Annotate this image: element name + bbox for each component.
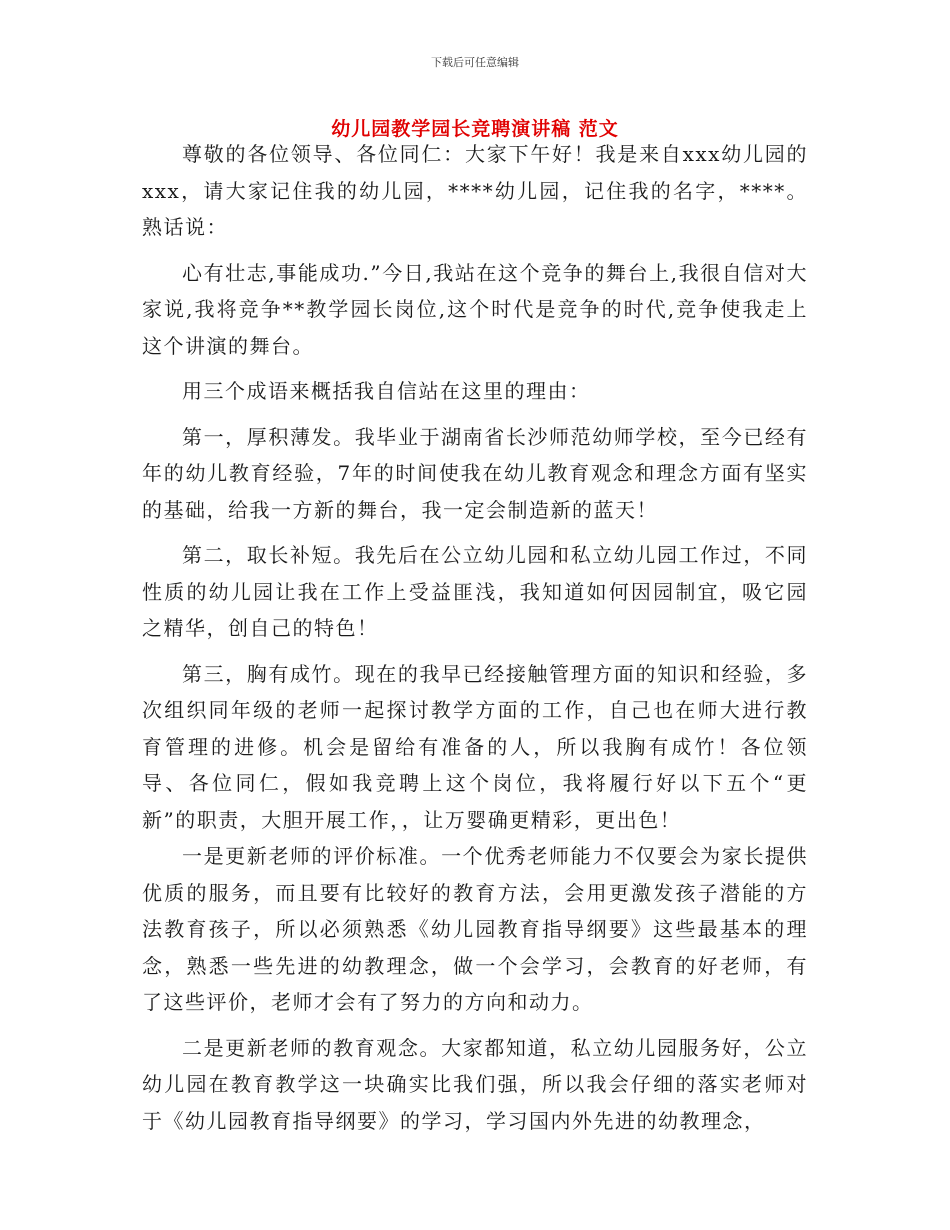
paragraph-reasons-intro: 用三个成语来概括我自信站在这里的理由： (182, 379, 591, 403)
paragraph-second-reason: 第二，取长补短。我先后在公立幼儿园和私立幼儿园工作过，不同性质的幼儿园让我在工作上受益匪浅，我知道如何因园制宜，吸它园之精华，创自己的特色！ (142, 543, 808, 640)
paragraph-update-two: 二是更新老师的教育观念。大家都知道，私立幼儿园服务好，公立幼儿园在教育教学这一块确实比我们强，所以我会仔细的落实老师对于《幼儿园教育指导纲要》的学习，学习国内外先进的幼教理念， (142, 1035, 808, 1133)
page-header-note: 下载后可任意编辑 (431, 56, 519, 69)
paragraph-ambition: 心有壮志,事能成功.”今日,我站在这个竞争的舞台上,我很自信对大家说,我将竞争**教学园长岗位,这个时代是竞争的时代,竞争使我走上这个讲演的舞台。 (142, 260, 808, 358)
paragraph-first-reason: 第一，厚积薄发。我毕业于湖南省长沙师范幼师学校，至今已经有年的幼儿教育经验，7年的时间使我在幼儿教育观念和理念方面有坚实的基础，给我一方新的舞台，我一定会制造新的蓝天！ (142, 424, 808, 522)
document-title: 幼儿园教学园长竞聘演讲稿 范文 (331, 118, 619, 140)
paragraph-third-reason: 第三，胸有成竹。现在的我早已经接触管理方面的知识和经验，多次组织同年级的老师一起探讨教学方面的工作，自己也在师大进行教育管理的进修。机会是留给有准备的人，所以我胸有成竹！各位领导、各位同仁，假如我竞聘上这个岗位，我将履行好以下五个“更新”的职责，大胆开展工作，，让万婴确更精彩，更出色！ (142, 661, 808, 832)
document-body (142, 136, 808, 1148)
paragraph-greeting: 尊敬的各位领导、各位同仁：大家下午好！我是来自xxx幼儿园的xxx，请大家记住我的幼儿园，****幼儿园，记住我的名字，****。熟话说： (142, 142, 808, 239)
paragraph-update-one: 一是更新老师的评价标准。一个优秀老师能力不仅要会为家长提供优质的服务，而且要有比较好的教育方法，会用更激发孩子潜能的方法教育孩子，所以必须熟悉《幼儿园教育指导纲要》这些最基本的理念，熟悉一些先进的幼教理念，做一个会学习，会教育的好老师，有了这些评价，老师才会有了努力的方向和动力。 (142, 844, 808, 1014)
